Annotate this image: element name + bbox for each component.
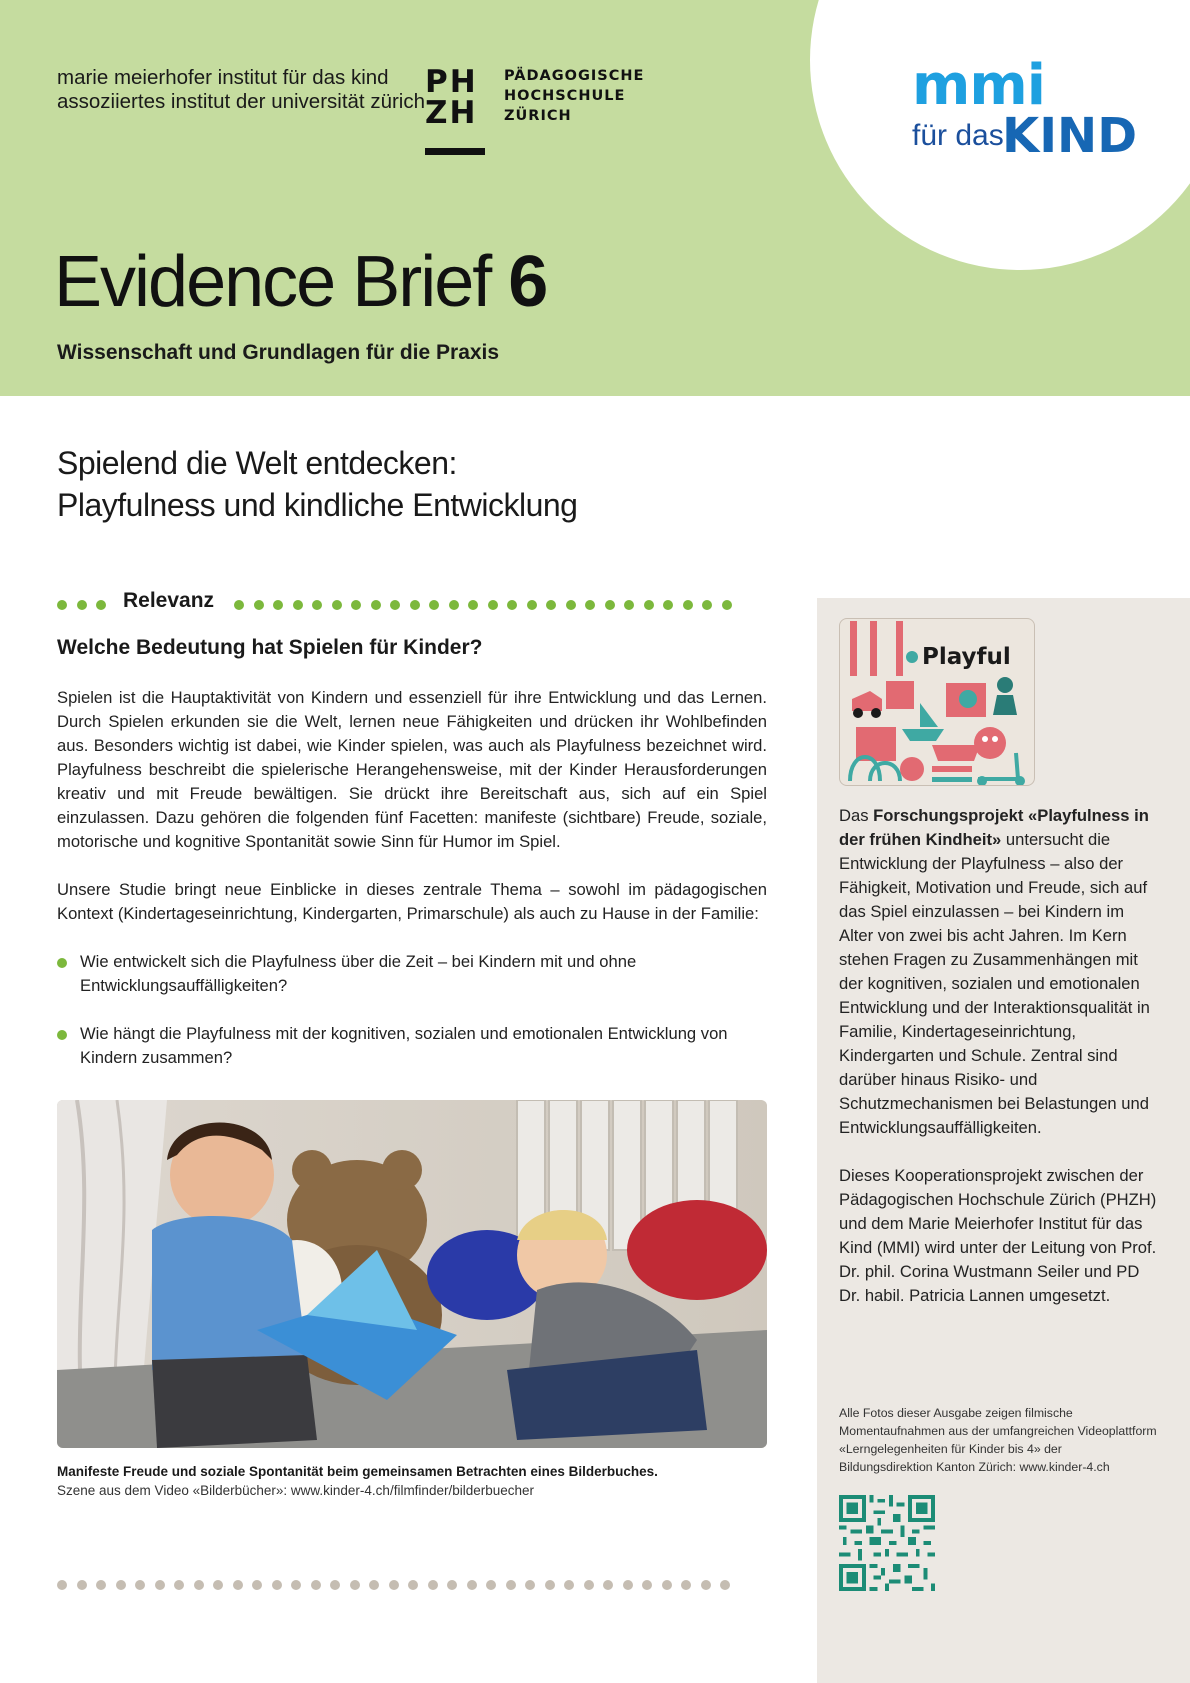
project-cooperation-text: Dieses Kooperationsprojekt zwischen der Pädagogischen Hochschule Zürich (PHZH) und dem Marie Meierhofer Institut für das Kind (MMI) wird unter der Leitung von Prof. Dr. phil. Corina Wustmann Seiler und PD Dr. habil. Patricia Lannen umgesetzt. bbox=[839, 1166, 1157, 1305]
document-title bbox=[57, 442, 577, 526]
photo-caption-title: Manifeste Freude und soziale Spontanität beim gemeinsamen Betrachten eines Bilderbuches. bbox=[57, 1464, 658, 1479]
list-item bbox=[57, 950, 767, 998]
brief-title-prefix: Evidence Brief bbox=[54, 242, 491, 322]
document-title-line-2: Playfulness und kindliche Entwicklung bbox=[57, 487, 578, 523]
photo-caption-source: Szene aus dem Video «Bilderbücher»: www.kinder-4.ch/filmfinder/bilderbuecher bbox=[57, 1483, 535, 1498]
list-item-text: Wie hängt die Playfulness mit der kognitiven, sozialen und emotionalen Entwicklung von Kindern zusammen? bbox=[80, 1024, 728, 1067]
project-name: Forschungsprojekt «Playfulness in der frühen Kindheit» bbox=[839, 806, 1149, 849]
divider-dots-right bbox=[234, 600, 732, 610]
mmi-logo-mmi: mmi bbox=[912, 53, 1045, 118]
document-title-line-1: Spielend die Welt entdecken: bbox=[57, 445, 457, 481]
bullet-dot bbox=[57, 958, 67, 968]
phzh-logo-mark bbox=[425, 64, 478, 131]
project-description bbox=[839, 804, 1157, 1140]
playful-card-label: Playful bbox=[922, 644, 1011, 670]
institute-name bbox=[57, 66, 425, 114]
phzh-mark-zh: ZH bbox=[425, 95, 478, 131]
footer-dot-divider bbox=[57, 1580, 730, 1590]
project-description-rest: untersucht die Entwicklung der Playfulness – also der Fähigkeit, Motivation und Freude, sich auf das Spiel einzulassen – bei Kindern im Alter von zwei bis acht Jahren. Im Kern stehen Fragen zu Zusammenhängen mit der kognitiven, sozialen und emotionalen Entwicklung und der Interaktionsqualität in Familie, Kindertageseinrichtung, Kindergarten und Schule. Zentral sind darüber hinaus Risiko- und Schutzmechanismen bei Belastungen und Entwicklungsauffälligkeiten. bbox=[839, 830, 1150, 1137]
mmi-logo-fuer-das: für das bbox=[912, 119, 1004, 152]
brief-title bbox=[54, 242, 546, 322]
photo-children-reading-picture-book bbox=[57, 1100, 767, 1448]
section-label: Relevanz bbox=[123, 589, 215, 612]
bullet-dot bbox=[57, 1030, 67, 1040]
mmi-logo bbox=[912, 53, 1152, 168]
phzh-name-line-2: HOCHSCHULE bbox=[504, 88, 626, 104]
section-question: Welche Bedeutung hat Spielen für Kinder? bbox=[57, 636, 483, 659]
qr-code[interactable] bbox=[839, 1495, 935, 1591]
playful-toys-illustration bbox=[840, 619, 1035, 786]
list-item-text: Wie entwickelt sich die Playfulness über die Zeit – bei Kindern mit und ohne Entwicklungsauffälligkeiten? bbox=[80, 952, 637, 995]
project-description-prefix: Das bbox=[839, 806, 874, 825]
institute-line-1: marie meierhofer institut für das kind bbox=[57, 66, 389, 89]
mmi-logo-kind: KIND bbox=[1002, 108, 1138, 164]
phzh-logo-name bbox=[504, 66, 644, 126]
brief-number: 6 bbox=[508, 242, 547, 322]
body-paragraph-1: Spielen ist die Hauptaktivität von Kindern und essenziell für ihre Entwicklung und das Lernen. Durch Spielen erkunden sie die Welt, lernen neue Fähigkeiten und drücken ihr Wohlbefinden aus. Besonders wichtig ist dabei, wie Kinder spielen, was auch als Playfulness bezeichnet wird. Playfulness beschreibt die spielerische Herangehensweise, mit der Kinder Herausforderungen kreativ und mit Freude bewältigen. Sie drückt ihre Bereitschaft aus, sich auf ein Spiel einzulassen. Dazu gehören die folgenden fünf Facetten: manifeste (sichtbare) Freude, soziale, motorische und kognitive Spontanität sowie Sinn für Humor im Spiel. bbox=[57, 688, 767, 851]
divider-dots-left bbox=[57, 600, 106, 610]
header-band bbox=[0, 0, 1190, 396]
section-divider-relevanz bbox=[57, 588, 767, 618]
phzh-mark-ph: PH bbox=[425, 64, 478, 100]
photo-source-note: Alle Fotos dieser Ausgabe zeigen filmische Momentaufnahmen aus der umfangreichen Videoplattform «Lerngelegenheiten für Kinder bis 4» der Bildungsdirektion Kanton Zürich: www.kinder-4.ch bbox=[839, 1406, 1157, 1474]
phzh-logo-bar bbox=[425, 148, 485, 155]
body-paragraph-2: Unsere Studie bringt neue Einblicke in dieses zentrale Thema – sowohl im pädagogischen Kontext (Kindertageseinrichtung, Kindergarten, Primarschule) als auch zu Hause in der Familie: bbox=[57, 880, 767, 923]
phzh-name-line-1: PÄDAGOGISCHE bbox=[504, 68, 645, 84]
playful-project-logo bbox=[839, 618, 1035, 786]
institute-line-2: assoziiertes institut der universität zürich bbox=[57, 90, 426, 113]
brief-subtitle: Wissenschaft und Grundlagen für die Praxis bbox=[57, 341, 500, 364]
research-questions-list bbox=[57, 950, 767, 1094]
phzh-name-line-3: ZÜRICH bbox=[504, 108, 572, 124]
sidebar-project-info bbox=[817, 598, 1190, 1683]
photo-illustration bbox=[57, 1100, 767, 1448]
list-item bbox=[57, 1022, 767, 1070]
